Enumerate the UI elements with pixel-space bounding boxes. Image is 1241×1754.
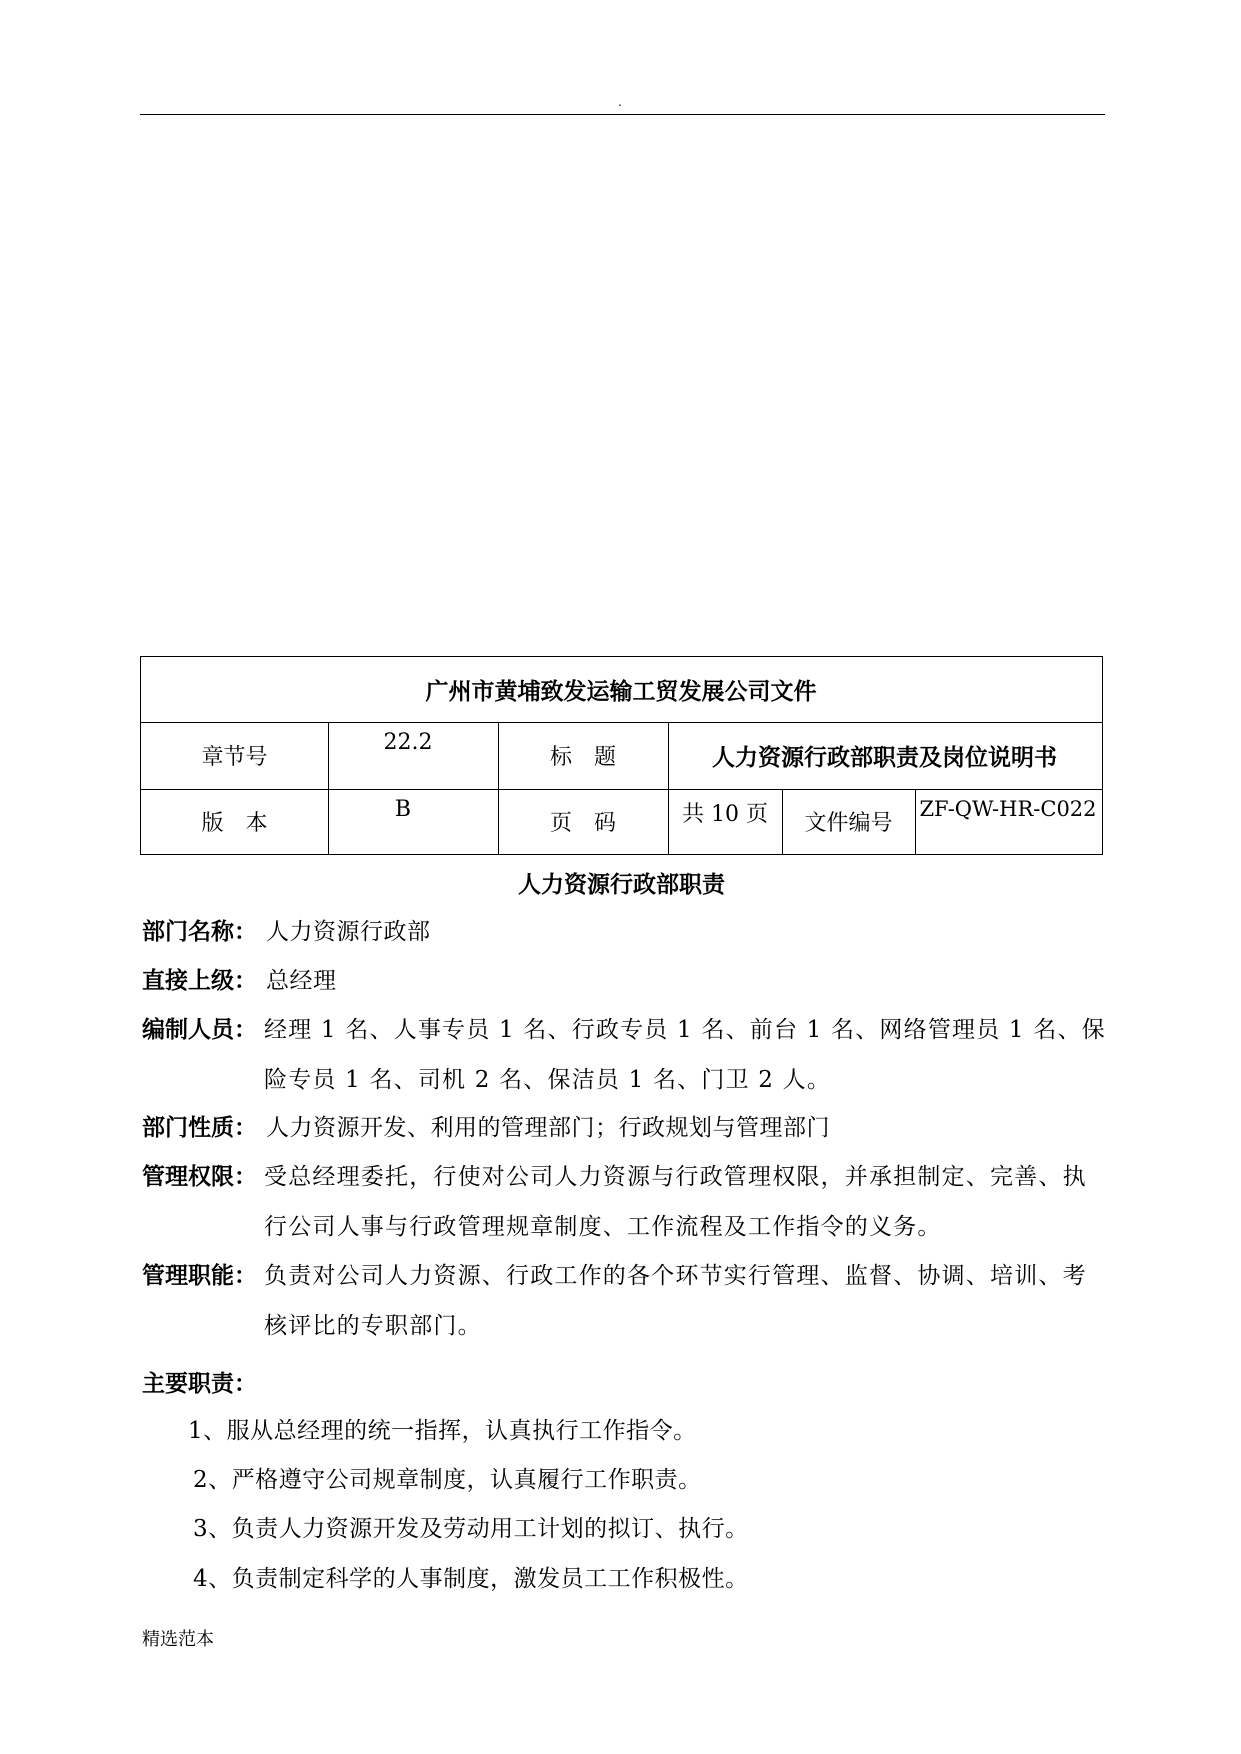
field-dept-name: [142, 907, 1108, 957]
field-value: 负责对公司人力资源、行政工作的各个环节实行管理、监督、协调、培训、考核评比的专职部门。: [264, 1263, 1087, 1339]
title-label: 标 题: [549, 745, 616, 770]
page-value: 共 10 页: [682, 802, 768, 827]
field-label: 管理权限：: [142, 1164, 257, 1190]
field-label: 部门名称：: [142, 919, 257, 945]
field-label: 直接上级：: [142, 968, 257, 994]
duties-title: 主要职责：: [142, 1371, 257, 1397]
field-authority: [142, 1152, 1108, 1252]
docno-value: ZF-QW-HR-C022: [919, 797, 1097, 821]
page-label: 页 码: [549, 811, 616, 836]
version-value: B: [394, 797, 412, 822]
chapter-label: 章节号: [201, 745, 268, 770]
field-value: 人力资源开发、利用的管理部门；行政规划与管理部门: [266, 1115, 830, 1141]
field-value: 人力资源行政部: [266, 919, 431, 945]
duty-item: 4、负责制定科学的人事制度，激发员工工作积极性。: [193, 1566, 749, 1592]
field-value: 经理 1 名、人事专员 1 名、行政专员 1 名、前台 1 名、网络管理员 1 名、保险专员 1 名、司机 2 名、保洁员 1 名、门卫 2 人。: [264, 1017, 1106, 1093]
company-name: 广州市黄埔致发运输工贸发展公司文件: [425, 679, 817, 705]
footer-text: 精选范本: [142, 1629, 214, 1650]
field-label: 部门性质：: [142, 1115, 257, 1141]
chapter-value: 22.2: [383, 730, 433, 755]
field-label: 管理职能：: [142, 1263, 257, 1289]
duty-item: 1、服从总经理的统一指挥，认真执行工作指令。: [188, 1418, 697, 1444]
field-staff: [142, 1005, 1108, 1105]
duty-item: 2、严格遵守公司规章制度，认真履行工作职责。: [193, 1467, 702, 1493]
document-info-table: [140, 656, 1103, 855]
section-title: 人力资源行政部职责: [518, 872, 725, 898]
field-nature: [142, 1103, 1108, 1153]
docno-label: 文件编号: [804, 811, 893, 836]
field-value: 总经理: [266, 968, 337, 994]
field-function: [142, 1251, 1108, 1351]
field-value: 受总经理委托，行使对公司人力资源与行政管理权限，并承担制定、完善、执行公司人事与行政管理规章制度、工作流程及工作指令的义务。: [264, 1164, 1087, 1240]
duty-item: 3、负责人力资源开发及劳动用工计划的拟订、执行。: [193, 1516, 749, 1542]
header-mark: .: [618, 95, 622, 109]
title-value: 人力资源行政部职责及岗位说明书: [712, 745, 1057, 771]
field-label: 编制人员：: [142, 1017, 257, 1043]
field-superior: [142, 956, 1108, 1006]
version-label: 版 本: [201, 811, 268, 836]
header-rule: [140, 114, 1105, 115]
